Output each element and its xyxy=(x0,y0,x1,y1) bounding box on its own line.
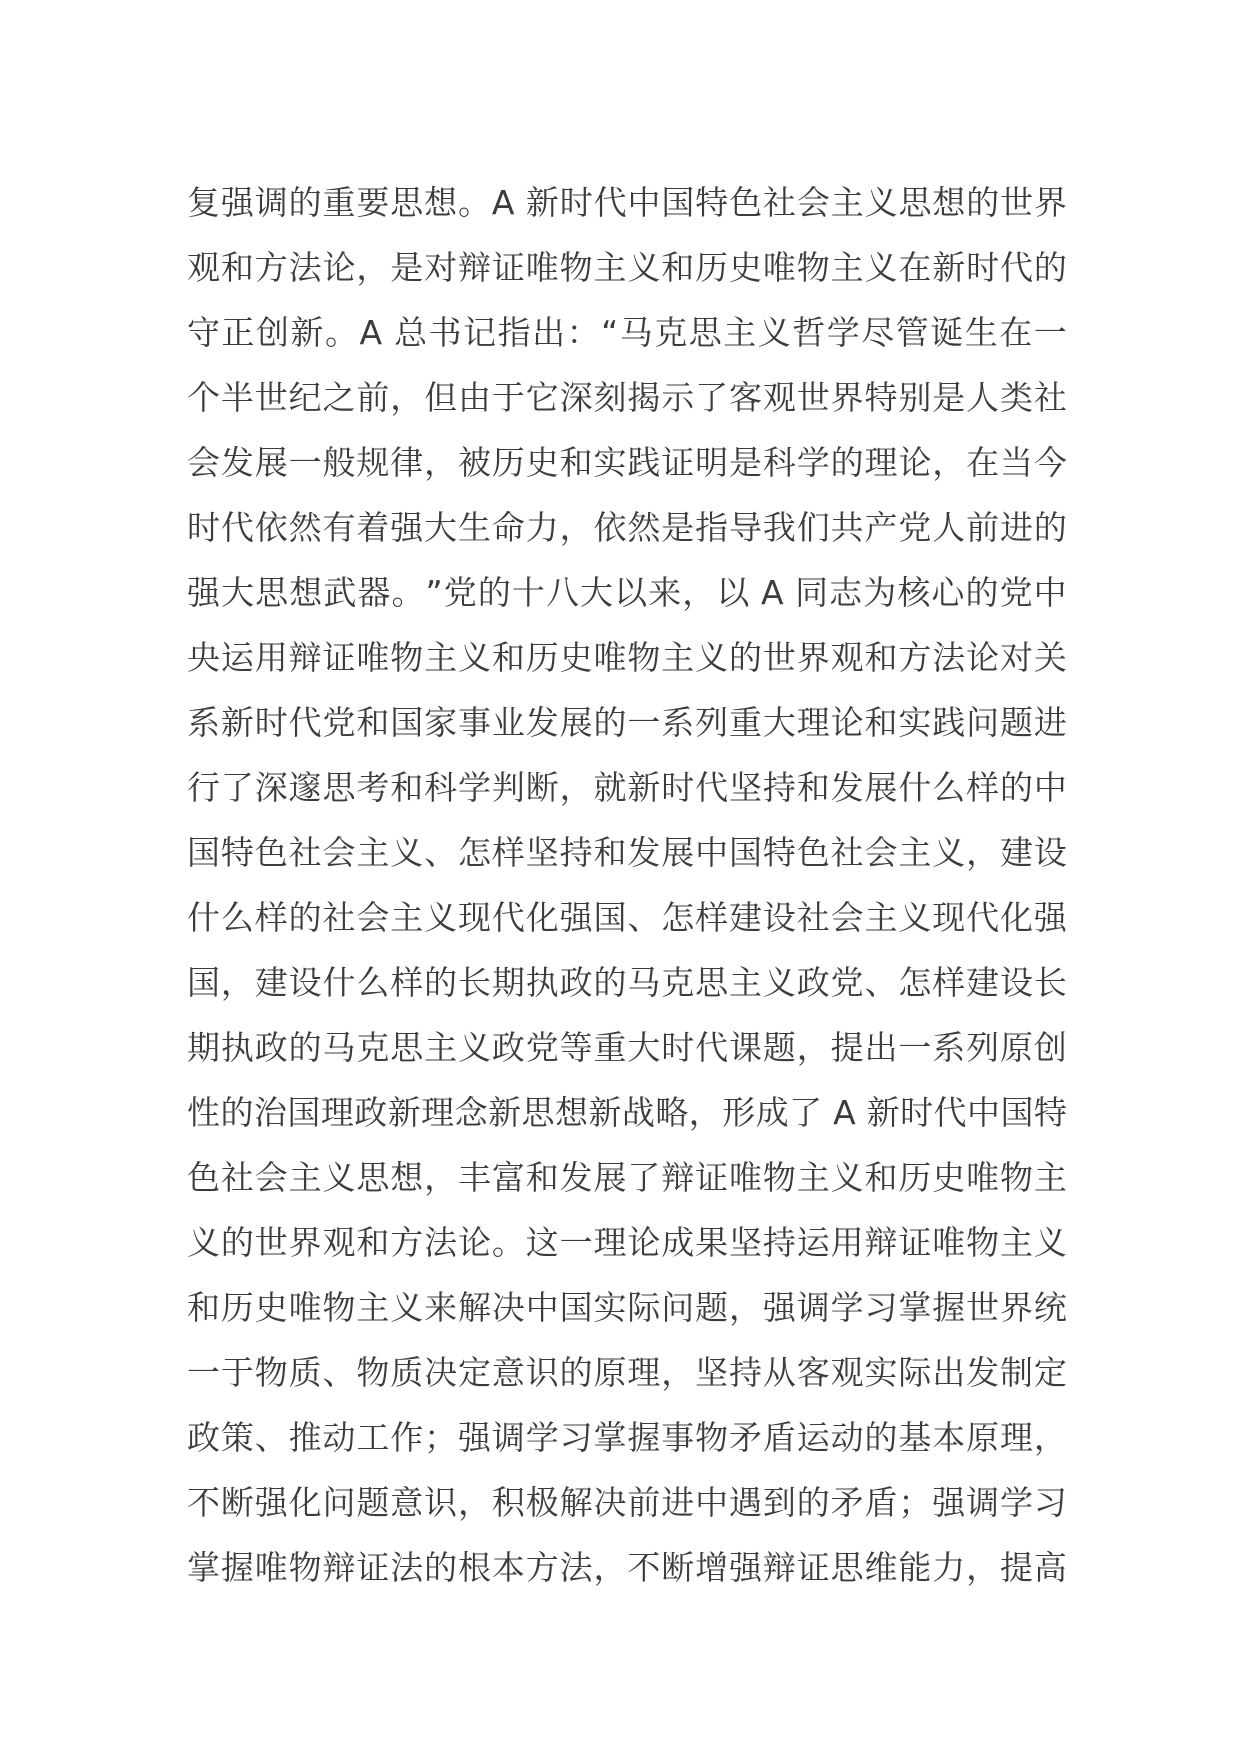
text-line: 系 新 时 代 党 和 国 家 事 业 发 展 的 一 系 列 重 大 理 论 和 实 践 问 题 进 xyxy=(187,703,1067,742)
text-line: 强 大 思 想 武 器 。 ” 党 的 十 八 大 以 来 ， 以 A 同 志 为 核 心 的 党 中 xyxy=(187,573,1067,612)
text-line: 和 历 史 唯 物 主 义 来 解 决 中 国 实 际 问 题 ， 强 调 学 习 掌 握 世 界 统 xyxy=(187,1288,1067,1327)
text-line: 什 么 样 的 社 会 主 义 现 代 化 强 国 、 怎 样 建 设 社 会 主 义 现 代 化 强 xyxy=(187,898,1067,937)
text-line: 央 运 用 辩 证 唯 物 主 义 和 历 史 唯 物 主 义 的 世 界 观 和 方 法 论 对 关 xyxy=(187,638,1067,677)
text-line: 时 代 依 然 有 着 强 大 生 命 力 ， 依 然 是 指 导 我 们 共 产 党 人 前 进 的 xyxy=(187,508,1067,547)
text-line: 行 了 深 邃 思 考 和 科 学 判 断 ， 就 新 时 代 坚 持 和 发 展 什 么 样 的 中 xyxy=(187,768,1067,807)
text-line: 性 的 治 国 理 政 新 理 念 新 思 想 新 战 略 ， 形 成 了 A 新 时 代 中 国 特 xyxy=(187,1093,1067,1132)
text-line: 掌 握 唯 物 辩 证 法 的 根 本 方 法 ， 不 断 增 强 辩 证 思 维 能 力 ， 提 高 xyxy=(187,1548,1067,1587)
text-line: 个 半 世 纪 之 前 ， 但 由 于 它 深 刻 揭 示 了 客 观 世 界 特 别 是 人 类 社 xyxy=(187,378,1067,417)
text-line: 国 ， 建 设 什 么 样 的 长 期 执 政 的 马 克 思 主 义 政 党 、 怎 样 建 设 长 xyxy=(187,963,1067,1002)
text-line: 观 和 方 法 论 ， 是 对 辩 证 唯 物 主 义 和 历 史 唯 物 主 义 在 新 时 代 的 xyxy=(187,248,1067,287)
text-line: 会 发 展 一 般 规 律 ， 被 历 史 和 实 践 证 明 是 科 学 的 理 论 ， 在 当 今 xyxy=(187,443,1067,482)
text-line: 守 正 创 新 。 A 总 书 记 指 出 ： “ 马 克 思 主 义 哲 学 尽 管 诞 生 在 一 xyxy=(187,313,1067,352)
text-line: 期 执 政 的 马 克 思 主 义 政 党 等 重 大 时 代 课 题 ， 提 出 一 系 列 原 创 xyxy=(187,1028,1067,1067)
text-line: 不 断 强 化 问 题 意 识 ， 积 极 解 决 前 进 中 遇 到 的 矛 盾 ； 强 调 学 习 xyxy=(187,1483,1067,1522)
text-line: 复 强 调 的 重 要 思 想 。 A 新 时 代 中 国 特 色 社 会 主 义 思 想 的 世 界 xyxy=(187,183,1067,222)
text-line: 一 于 物 质 、 物 质 决 定 意 识 的 原 理 ， 坚 持 从 客 观 实 际 出 发 制 定 xyxy=(187,1353,1067,1392)
text-line: 义 的 世 界 观 和 方 法 论 。 这 一 理 论 成 果 坚 持 运 用 辩 证 唯 物 主 义 xyxy=(187,1223,1067,1262)
text-line: 政 策 、 推 动 工 作 ； 强 调 学 习 掌 握 事 物 矛 盾 运 动 的 基 本 原 理 ， xyxy=(187,1418,1067,1457)
body-text xyxy=(187,170,1067,1600)
text-line: 色 社 会 主 义 思 想 ， 丰 富 和 发 展 了 辩 证 唯 物 主 义 和 历 史 唯 物 主 xyxy=(187,1158,1067,1197)
text-line: 国 特 色 社 会 主 义 、 怎 样 坚 持 和 发 展 中 国 特 色 社 会 主 义 ， 建 设 xyxy=(187,833,1067,872)
